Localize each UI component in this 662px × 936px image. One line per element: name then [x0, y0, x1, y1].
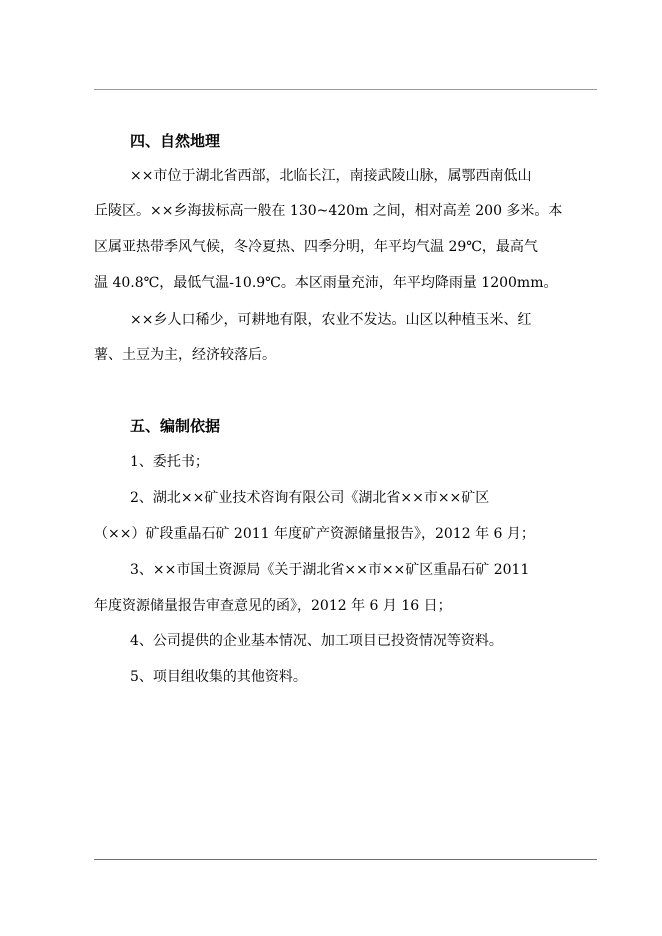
header-rule [94, 89, 597, 90]
list-item: 3、××市国土资源局《关于湖北省××市××矿区重晶石矿 2011 [130, 562, 530, 578]
footer-rule [94, 859, 597, 860]
paragraph-line: 丘陵区。××乡海拔标高一般在 130~420m 之间，相对高差 200 多米。本 [94, 203, 563, 219]
paragraph-line: ××乡人口稀少，可耕地有限，农业不发达。山区以种植玉米、红 [130, 312, 532, 328]
list-item: 4、公司提供的企业基本情况、加工项目已投资情况等资料。 [130, 633, 503, 649]
paragraph-line: 薯、土豆为主，经济较落后。 [94, 347, 276, 363]
list-item: 2、湖北××矿业技术咨询有限公司《湖北省××市××矿区 [130, 490, 490, 506]
list-item: 1、委托书； [130, 454, 209, 470]
section-heading-compilation-basis: 五、编制依据 [130, 417, 221, 435]
list-item-continuation: 年度资源储量报告审查意见的函》，2012 年 6 月 16 日； [94, 598, 452, 614]
paragraph-line: ××市位于湖北省西部，北临长江，南接武陵山脉，属鄂西南低山 [130, 168, 532, 184]
list-item: 5、项目组收集的其他资料。 [130, 669, 307, 685]
list-item-continuation: （××）矿段重晶石矿 2011 年度矿产资源储量报告》，2012 年 6 月； [94, 526, 535, 542]
paragraph-line: 区属亚热带季风气候，冬冷夏热、四季分明，年平均气温 29℃，最高气 [94, 239, 538, 255]
paragraph-line: 温 40.8℃，最低气温-10.9℃。本区雨量充沛，年平均降雨量 1200mm。 [94, 275, 558, 291]
section-heading-natural-geography: 四、自然地理 [130, 132, 221, 150]
